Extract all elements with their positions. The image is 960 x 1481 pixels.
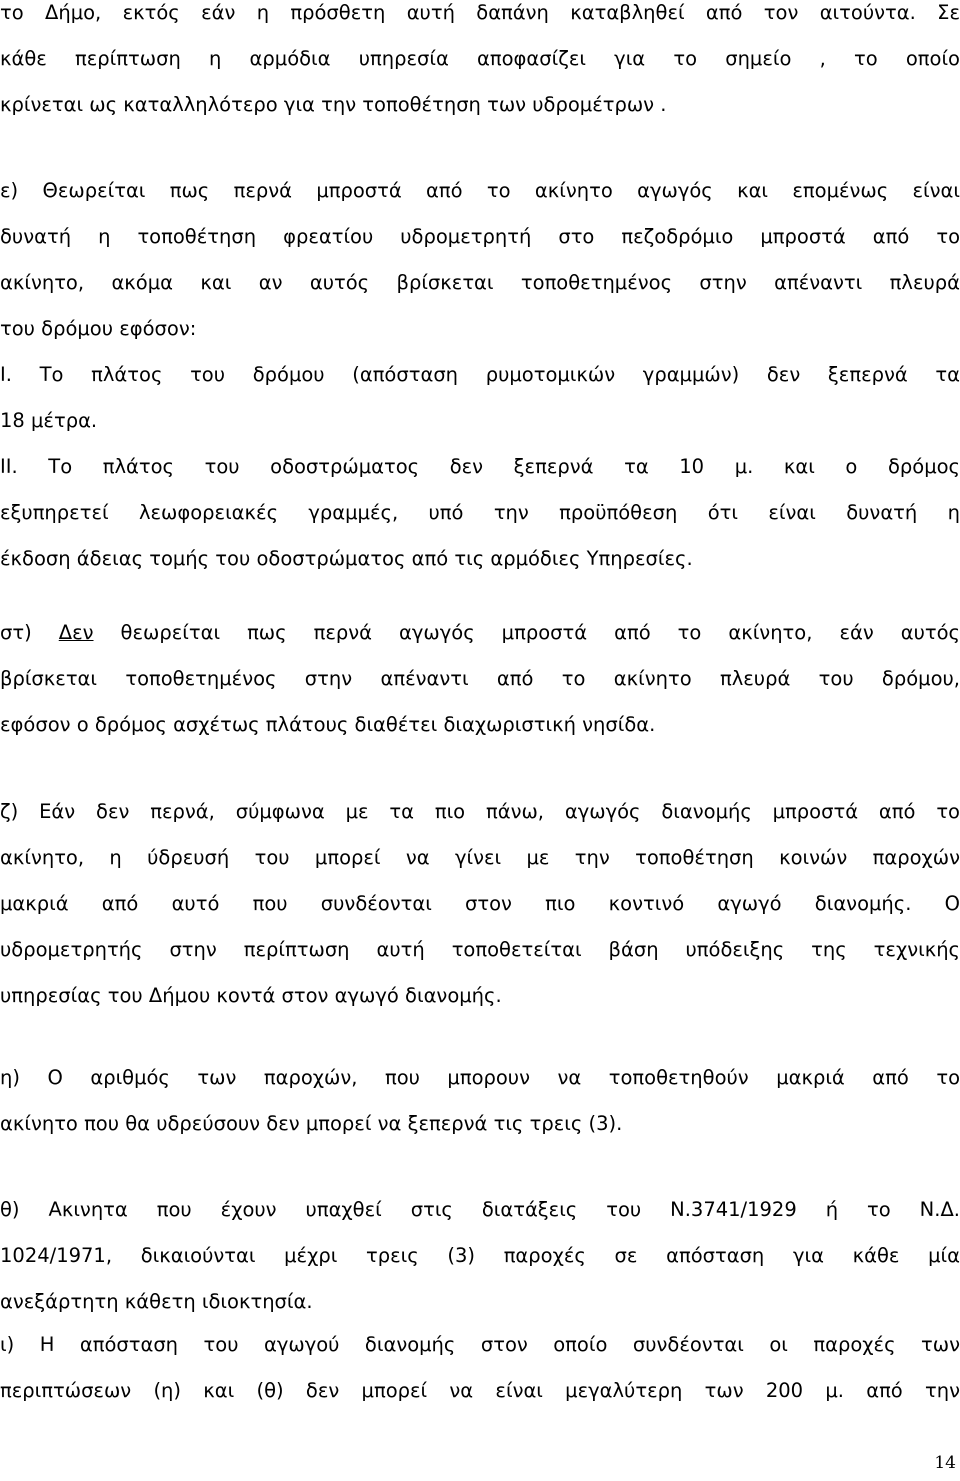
text-line: δυνατή η τοποθέτηση φρεατίου υδρομετρητή στο πεζοδρόμιο μπροστά από το <box>0 225 960 248</box>
text-line: ακίνητο, η ύδρευσή του μπορεί να γίνει με την τοποθέτηση κοινών παροχών <box>0 846 960 869</box>
text-line: μακριά από αυτό που συνδέονται στον πιο κοντινό αγωγό διανομής. Ο <box>0 892 960 915</box>
text-line: 1024/1971, δικαιούνται μέχρι τρεις (3) παροχές σε απόσταση για κάθε μία <box>0 1244 960 1267</box>
paragraph-continuation <box>0 0 960 128</box>
text-line: 18 μέτρα. <box>0 409 98 432</box>
page-number: 14 <box>934 1453 956 1473</box>
text-line: εφόσον ο δρόμος ασχέτως πλάτους διαθέτει διαχωριστική νησίδα. <box>0 713 656 736</box>
text-line: περιπτώσεων (η) και (θ) δεν μπορεί να είναι μεγαλύτερη των 200 μ. από την <box>0 1379 960 1402</box>
text-line: το Δήμο, εκτός εάν η πρόσθετη αυτή δαπάνη καταβληθεί από τον αιτούντα. Σε <box>0 1 960 24</box>
text-line: κρίνεται ως καταλληλότερο για την τοποθέτηση των υδρομέτρων . <box>0 93 667 116</box>
text-line: ε) Θεωρείται πως περνά μπροστά από το ακίνητο αγωγός και επομένως είναι <box>0 179 960 202</box>
text-line: ΙΙ. Το πλάτος του οδοστρώματος δεν ξεπερνά τα 10 μ. και ο δρόμος <box>0 455 960 478</box>
text-line: ανεξάρτητη κάθετη ιδιοκτησία. <box>0 1290 313 1313</box>
underlined-word: Δεν <box>58 621 94 644</box>
paragraph-item-z <box>0 789 960 1019</box>
text-line: έκδοση άδειας τομής του οδοστρώματος από τις αρμόδιες Υπηρεσίες. <box>0 547 693 570</box>
paragraph-item-st <box>0 610 960 748</box>
paragraph-item-h <box>0 1055 960 1147</box>
text-line: κάθε περίπτωση η αρμόδια υπηρεσία αποφασίζει για το σημείο , το οποίο <box>0 47 960 70</box>
paragraph-item-th <box>0 1187 960 1325</box>
text-line: υδρομετρητής στην περίπτωση αυτή τοποθετείται βάση υπόδειξης της τεχνικής <box>0 938 960 961</box>
text-line: ζ) Εάν δεν περνά, σύμφωνα με τα πιο πάνω, αγωγός διανομής μπροστά από το <box>0 800 960 823</box>
text-line: του δρόμου εφόσον: <box>0 317 197 340</box>
text-line: ακίνητο, ακόμα και αν αυτός βρίσκεται τοποθετημένος στην απέναντι πλευρά <box>0 271 960 294</box>
text-line: στ) Δεν θεωρείται πως περνά αγωγός μπροστά από το ακίνητο, εάν αυτός <box>0 621 960 644</box>
text-line: υπηρεσίας του Δήμου κοντά στον αγωγό διανομής. <box>0 984 502 1007</box>
text-line: ακίνητο που θα υδρεύσουν δεν μπορεί να ξεπερνά τις τρεις (3). <box>0 1112 623 1135</box>
paragraph-item-e <box>0 168 960 582</box>
text-line: ι) Η απόσταση του αγωγού διανομής στον οποίο συνδέονται οι παροχές των <box>0 1333 960 1356</box>
text-line: βρίσκεται τοποθετημένος στην απέναντι από το ακίνητο πλευρά του δρόμου, <box>0 667 960 690</box>
text-line: Ι. Το πλάτος του δρόμου (απόσταση ρυμοτομικών γραμμών) δεν ξεπερνά τα <box>0 363 960 386</box>
paragraph-item-i <box>0 1322 960 1414</box>
text-line: εξυπηρετεί λεωφορειακές γραμμές, υπό την προϋπόθεση ότι είναι δυνατή η <box>0 501 960 524</box>
text-line: η) Ο αριθμός των παροχών, που μπορουν να τοποθετηθούν μακριά από το <box>0 1066 960 1089</box>
text-line: θ) Ακινητα που έχουν υπαχθεί στις διατάξεις του Ν.3741/1929 ή το Ν.Δ. <box>0 1198 960 1221</box>
